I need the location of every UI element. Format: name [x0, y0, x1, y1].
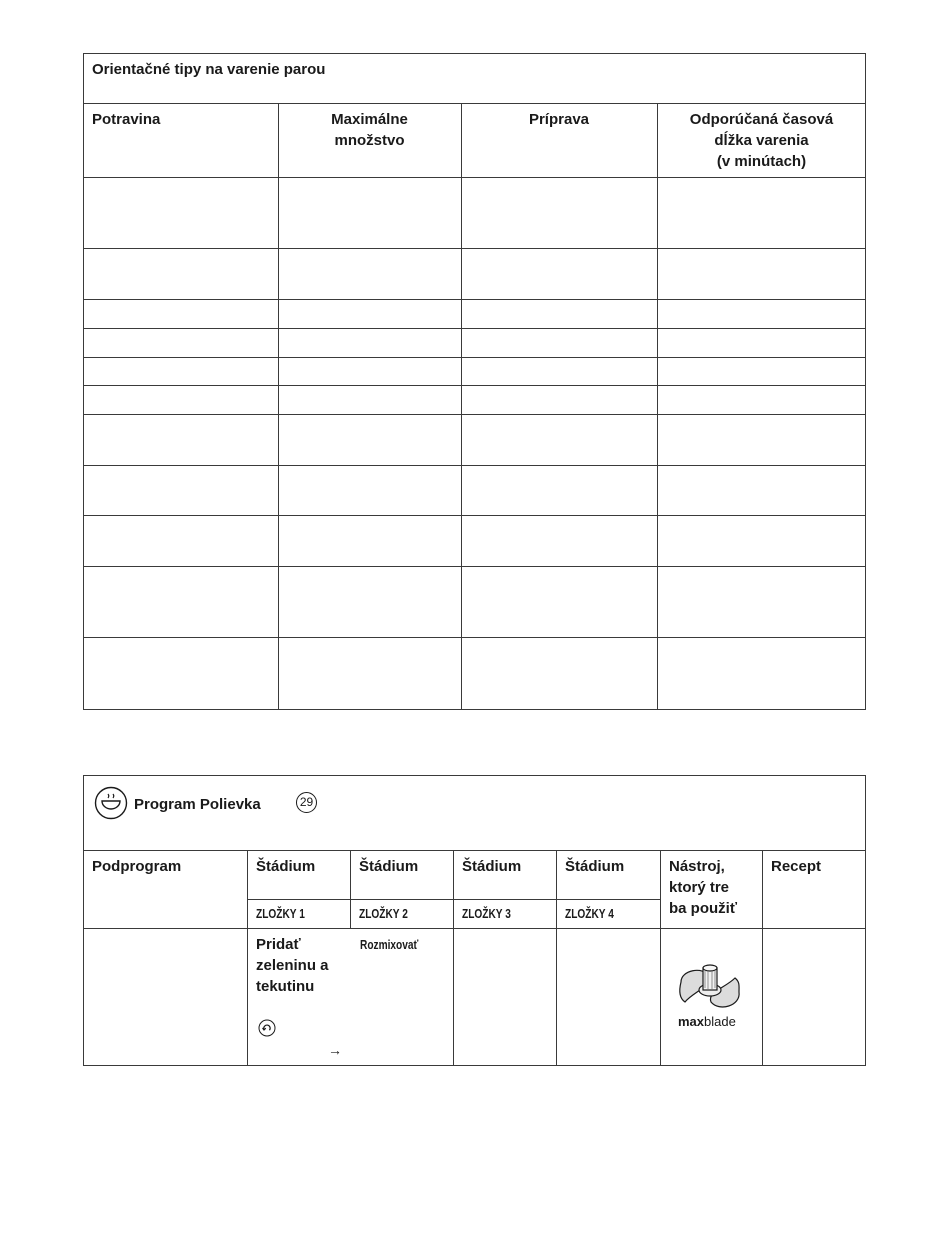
row-divider — [83, 357, 866, 358]
row-divider — [83, 385, 866, 386]
header-stage-4: Štádium — [565, 858, 625, 875]
stage-label-2: ZLOŽKY 2 — [359, 906, 408, 921]
stage-label-3: ZLOŽKY 3 — [462, 906, 511, 921]
header-stage-3: Štádium — [462, 858, 522, 875]
header-cooking-time-line2: dĺžka varenia — [714, 132, 809, 149]
stage-label-4: ZLOŽKY 4 — [565, 906, 614, 921]
header-recipe: Recept — [771, 858, 822, 875]
column-divider — [453, 850, 454, 1066]
maxblade-blade-icon — [673, 962, 747, 1014]
steam-table-title: Orientačné tipy na varenie parou — [92, 61, 326, 78]
stage-label-1: ZLOŽKY 1 — [256, 906, 305, 921]
header-cooking-time — [657, 109, 866, 172]
row-divider — [83, 566, 866, 567]
maxblade-logo-max: max — [678, 1014, 705, 1029]
column-divider — [660, 850, 661, 1066]
row-divider — [83, 414, 866, 415]
column-divider — [278, 103, 279, 710]
row-divider — [83, 515, 866, 516]
header-tool-line2: ktorý tre — [669, 879, 730, 896]
rotate-icon — [258, 1019, 276, 1037]
soup-bowl-icon — [94, 786, 128, 820]
column-divider — [762, 850, 763, 1066]
maxblade-logo-blade: blade — [704, 1014, 736, 1029]
soup-table-title: Program Polievka — [134, 796, 261, 813]
stage1-instruction — [256, 934, 329, 997]
row-divider — [83, 928, 866, 929]
row-divider — [83, 637, 866, 638]
header-cooking-time-line3: (v minútach) — [716, 153, 807, 170]
row-divider — [83, 465, 866, 466]
column-divider — [556, 850, 557, 1066]
header-tool — [669, 856, 737, 919]
header-food: Potravina — [92, 111, 161, 128]
row-divider — [83, 299, 866, 300]
title-number: 29 — [299, 795, 314, 809]
title-number-badge — [296, 792, 317, 813]
column-divider — [247, 850, 248, 1066]
column-divider — [461, 103, 462, 710]
stage1-line1: Pridať — [256, 936, 301, 953]
row-divider — [83, 248, 866, 249]
stage1-line2: zeleninu a — [256, 957, 329, 974]
header-tool-line1: Nástroj, — [669, 858, 725, 875]
header-max-quantity — [278, 109, 461, 151]
row-divider — [83, 328, 866, 329]
maxblade-logo — [678, 1014, 736, 1029]
header-stage-2: Štádium — [359, 858, 419, 875]
stage1-line3: tekutinu — [256, 978, 315, 995]
column-divider — [350, 850, 351, 928]
header-max-quantity-line1: Maximálne — [331, 111, 408, 128]
header-cooking-time-line1: Odporúčaná časová — [689, 111, 834, 128]
header-tool-line3: ba použiť — [669, 900, 738, 917]
row-divider — [83, 103, 866, 104]
column-divider — [657, 103, 658, 710]
header-stage-1: Štádium — [256, 858, 316, 875]
header-max-quantity-line2: množstvo — [334, 132, 405, 149]
header-subprogram: Podprogram — [92, 858, 182, 875]
arrow-icon: → — [328, 1042, 342, 1058]
row-divider — [83, 177, 866, 178]
stage2-instruction: Rozmixovať — [360, 937, 419, 952]
header-preparation: Príprava — [528, 111, 590, 128]
row-divider — [83, 850, 866, 851]
